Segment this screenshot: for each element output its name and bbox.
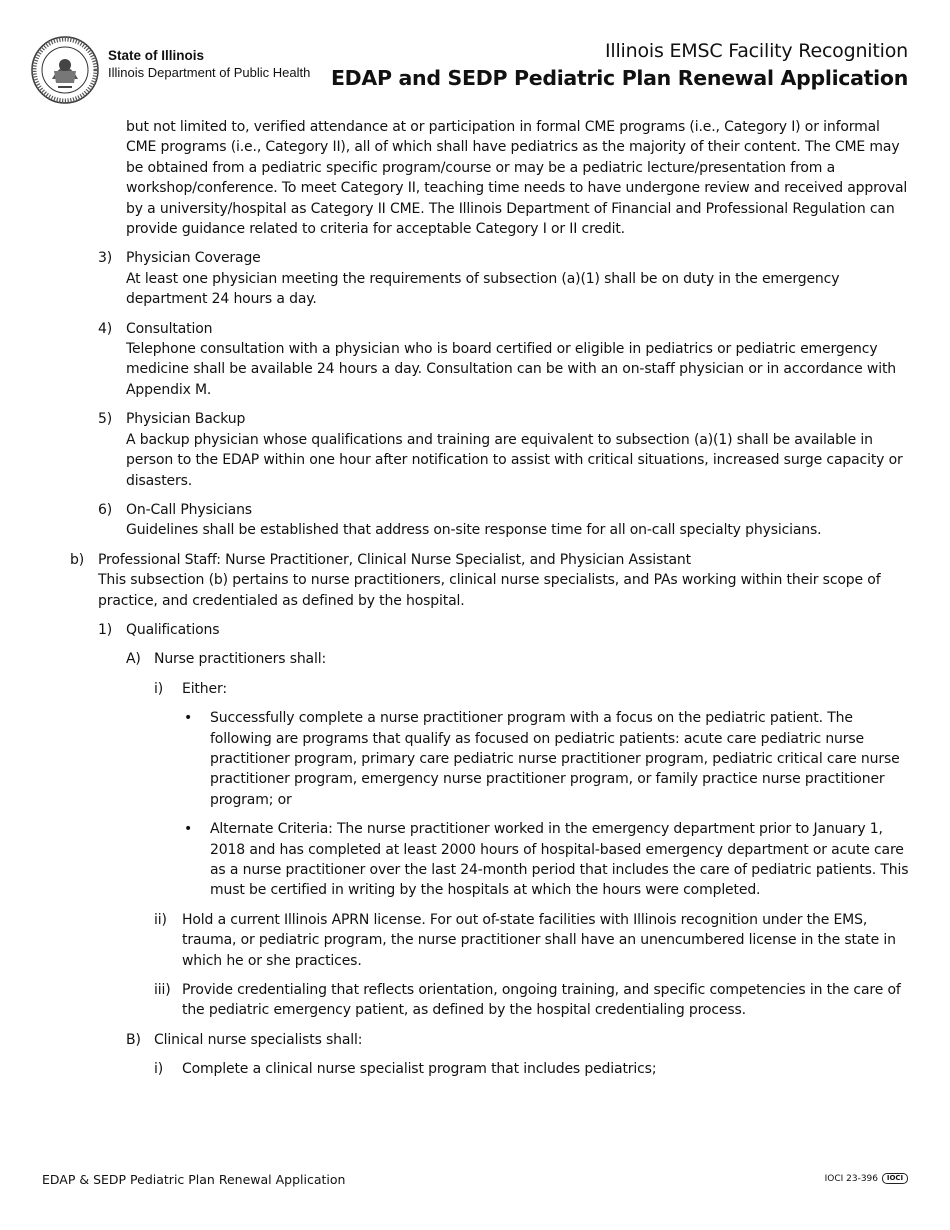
item-number: B) — [126, 1031, 141, 1048]
item-title: Physician Backup — [126, 411, 246, 428]
item-title: Qualifications — [126, 621, 220, 638]
item-title: Physician Coverage — [126, 250, 261, 267]
bullet-item — [70, 708, 912, 810]
form-code: IOCI 23-396 — [824, 1173, 878, 1184]
subsection-b — [70, 1030, 912, 1050]
list-item — [70, 409, 912, 491]
item-title: Either: — [182, 680, 227, 697]
item-text: Guidelines shall be established that address on-site response time for all on-call specialty physicians. — [126, 522, 822, 539]
item-text: A backup physician whose qualifications and training are equivalent to subsection (a)(1) shall be available in person to the EDAP within one hour after notification to assist with critical situations, increased surge capacity or disasters. — [126, 431, 903, 489]
ioci-logo-icon: IOCI — [882, 1173, 908, 1184]
footer-code-block — [825, 1173, 908, 1184]
subsection-a-iii — [70, 980, 912, 1021]
item-number: ii) — [154, 911, 167, 928]
bullet-icon: • — [184, 710, 193, 727]
bullet-item — [70, 819, 912, 901]
item-number: 4) — [98, 320, 113, 337]
department-name: Illinois Department of Public Health — [108, 65, 311, 80]
item-number: i) — [154, 680, 164, 697]
page-header — [0, 0, 950, 112]
item-number: A) — [126, 651, 141, 668]
subsection-a-i — [70, 679, 912, 699]
item-number: i) — [154, 1061, 164, 1078]
item-text: Provide credentialing that reflects orientation, ongoing training, and specific competencies in the care of the pediatric emergency patient, as defined by the hospital credentialing process. — [182, 982, 901, 1019]
document-subtitle: Illinois EMSC Facility Recognition — [604, 40, 908, 62]
item-text: Hold a current Illinois APRN license. For out of-state facilities with Illinois recognition under the EMS, trauma, or pediatric program, the nurse practitioner shall have an unencumbered license in the state in which he or she practices. — [182, 911, 896, 969]
item-text: Complete a clinical nurse specialist program that includes pediatrics; — [182, 1061, 657, 1078]
list-item — [70, 500, 912, 541]
item-number: iii) — [154, 982, 171, 999]
footer-title: EDAP & SEDP Pediatric Plan Renewal Application — [42, 1172, 346, 1187]
subsection-b-i — [70, 1059, 912, 1079]
state-name: State of Illinois — [108, 48, 205, 63]
bullet-icon: • — [184, 821, 193, 838]
bullet-text: Successfully complete a nurse practitioner program with a focus on the pediatric patient. The following are programs that qualify as focused on pediatric patients: acute care pediatric nurse practitioner program, primary care pediatric nurse practitioner program, pediatric critical care nurse practitioner program, emergency nurse practitioner program, or family practice nurse practitioner program; or — [210, 710, 900, 808]
list-item — [70, 248, 912, 309]
item-title: Consultation — [126, 320, 213, 337]
bullet-text: Alternate Criteria: The nurse practitioner worked in the emergency department prior to January 1, 2018 and has completed at least 2000 hours of hospital-based emergency department or acute care as a nurse practitioner over the last 24-month period that includes the care of pediatric patients. This must be certified in writing by the hospitals at which the hours were completed. — [210, 821, 909, 899]
item-number: 1) — [98, 621, 113, 638]
item-number: 3) — [98, 250, 113, 267]
page-body — [70, 117, 912, 1080]
item-title: On-Call Physicians — [126, 501, 252, 518]
item-text: Telephone consultation with a physician who is board certified or eligible in pediatrics or pediatric emergency medicine shall be available 24 hours a day. Consultation can be with an on-staff physician or in accordance with Appendix M. — [126, 341, 897, 398]
item-text: At least one physician meeting the requirements of subsection (a)(1) shall be on duty in the emergency department 24 hours a day. — [126, 270, 840, 308]
section-b — [70, 550, 912, 611]
continuation-paragraph: but not limited to, verified attendance at or participation in formal CME programs (i.e., Category I) or informal CME programs (i.e., Category II), all of which shall have pediatrics as the majority of their content. The CME may be obtained from a pediatric specific program/course or may be a pediatric lecture/presentation from a workshop/conference. To meet Category II, teaching time needs to have undergone review and received approval by a university/hospital as Category II CME. The Illinois Department of Financial and Professional Regulation can provide guidance related to criteria for acceptable Category I or II credit. — [126, 119, 908, 238]
qualifications-heading — [70, 620, 912, 640]
section-text: This subsection (b) pertains to nurse practitioners, clinical nurse specialists, and PAs working within their scope of practice, and credentialed as defined by the hospital. — [98, 572, 881, 609]
subsection-a-ii — [70, 910, 912, 971]
item-title: Nurse practitioners shall: — [154, 651, 327, 668]
agency-block — [108, 47, 310, 81]
document-title: EDAP and SEDP Pediatric Plan Renewal Application — [330, 66, 908, 90]
subsection-a — [70, 649, 912, 669]
section-number: b) — [70, 551, 85, 568]
item-number: 6) — [98, 501, 113, 518]
illinois-state-seal-icon — [30, 35, 100, 105]
item-title: Clinical nurse specialists shall: — [154, 1031, 363, 1048]
list-item — [70, 319, 912, 401]
section-title: Professional Staff: Nurse Practitioner, Clinical Nurse Specialist, and Physician Assistant — [98, 551, 691, 568]
item-number: 5) — [98, 411, 113, 428]
